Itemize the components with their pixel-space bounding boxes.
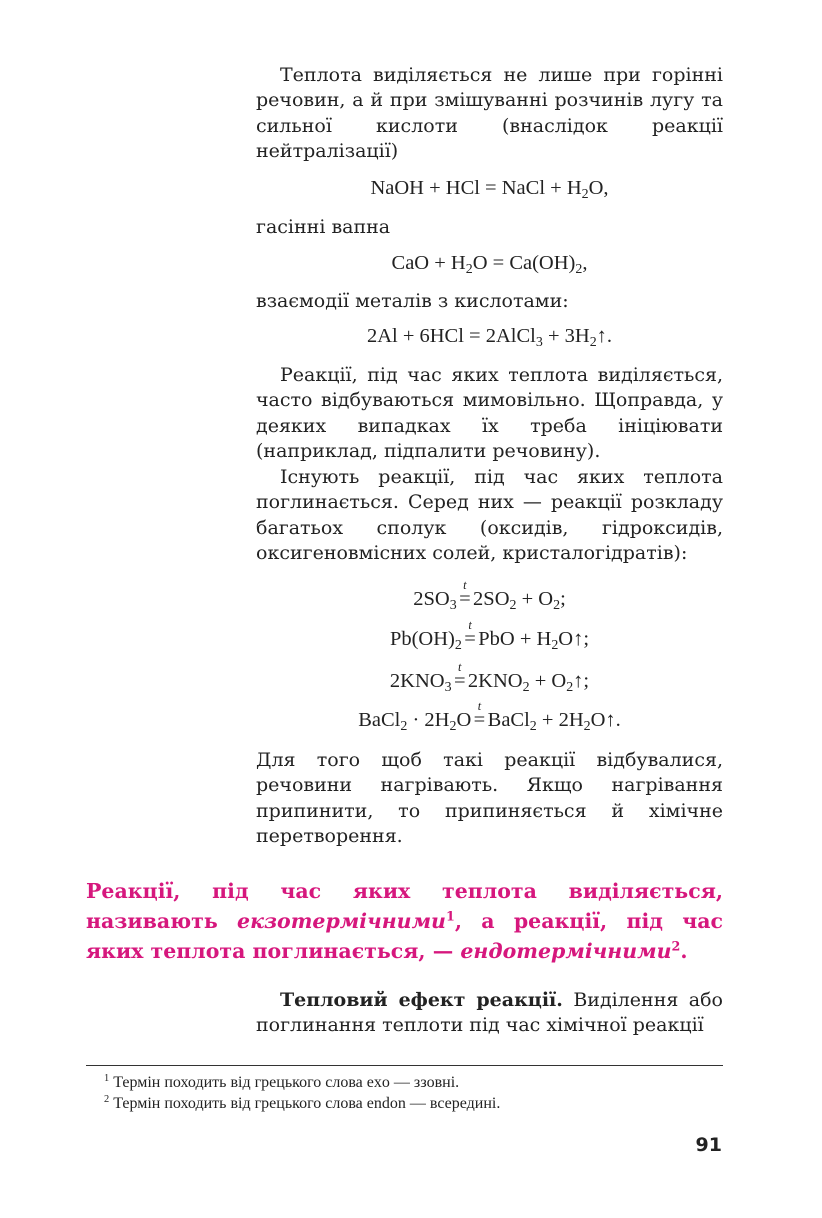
lime-line: гасінні вапна	[256, 216, 391, 238]
footnote-2: $^2$ Термін походить від грецького слова endon — всередині.	[104, 1093, 501, 1112]
heat-effect-title: Тепловий ефект реакції.	[280, 989, 563, 1011]
equation-neutralization: NaOH + HCl = NaCl + $H_2O$,	[370, 177, 609, 202]
heat-effect-text: Виділення або поглинання теплоти під час хімічної реакції	[256, 989, 723, 1037]
metals-line: взаємодії металів з кислотами:	[256, 290, 569, 312]
equation-bacl2: BaCl$_2$ · $2H_2O$ = t BaCl$_2$ + $2H_2O↑$.	[358, 698, 621, 734]
intro-paragraph	[256, 63, 723, 165]
footnote-divider	[86, 1065, 723, 1066]
heating-paragraph	[256, 748, 723, 850]
equation-kno3: $2KNO_3$ = t $2KNO_2$ + $O_2↑$;	[389, 659, 590, 695]
intro-text: Теплота виділяється не лише при горінні речовин, а й при змішуванні розчинів лугу та сильної кислоти (внаслідок реакції нейтралізації)	[256, 64, 723, 163]
equation-metals: 2Al + 6HCl = 2AlCl$_3$ + $3H_2↑$.	[366, 325, 613, 350]
endothermic-paragraph	[256, 465, 723, 567]
equation-so3: $2SO_3$ = t $2SO_2 + O_2$;	[413, 577, 566, 613]
exothermic-text: Реакції, під час яких теплота виділяється, часто відбуваються мимовільно. Щоправда, у деяких випадках їх треба ініціювати (наприклад, підпалити речовину).	[256, 364, 723, 463]
endothermic-text: Існують реакції, під час яких теплота поглинається. Серед них — реакції розкладу багатьох сполук (оксидів, гідроксидів, оксигеновмісних солей, кристалогідратів):	[256, 466, 723, 565]
heat-effect-paragraph	[256, 988, 723, 1039]
exothermic-paragraph	[256, 363, 723, 465]
heating-text: Для того щоб такі реакції відбувалися, речовини нагрівають. Якщо нагрівання припинити, то припиняється й хімічне перетворення.	[256, 749, 723, 848]
equation-pboh2: $Pb(OH)_2$ = t PbO + $H_2O↑$;	[389, 617, 590, 653]
equation-lime: CaO + $H_2O = Ca(OH)_2$,	[391, 252, 588, 277]
footnote-1: $^1$ Термін походить від грецького слова exo — ззовні.	[104, 1072, 460, 1091]
definition-block: Реакції, під час яких теплота виділяється, називають екзотермічними$^1$, а реакції, під час яких теплота поглинається, — ендотермічними$^2$.	[86, 879, 723, 963]
page-number: 91	[695, 1134, 722, 1156]
